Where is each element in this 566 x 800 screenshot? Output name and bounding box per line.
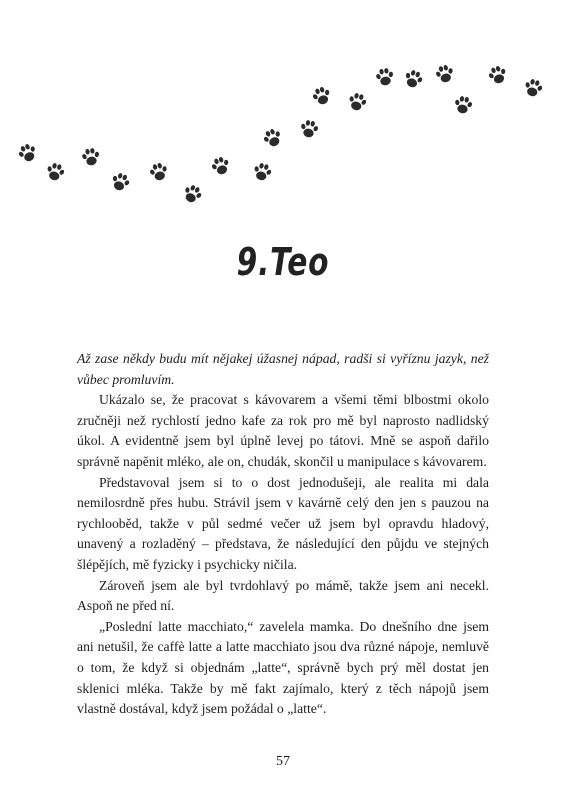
chapter-number: 9.	[236, 240, 271, 284]
paw-print-icon	[109, 171, 132, 193]
paragraph: Ukázalo se, že pracovat s kávovarem a všemi těmi blbostmi okolo zručněji než rychlostí jedno kafe za rok pro mě byl naprosto nadlidský úkol. A evidentně jsem byl úplně levej po tátovi. Mně se aspoň dařilo správně napěnit mléko, ale on, chudák, skončil u manipulace s kávovarem.	[77, 392, 489, 469]
paragraph: Představoval jsem si to o dost jednodušeji, ale realita mi dala nemilosrdně přes hubu. Strávil jsem v kavárně celý den jen s pauzou na rychlooběd, takže v půl sedmé večer už jsem byl opravdu hladový, unavený a rozladěný – představa, že následující den půjdu ve stejných šlépějích, mě fyzicky i psychicky ničila.	[77, 474, 489, 572]
chapter-title: Teo	[270, 240, 330, 284]
paw-print-icon	[310, 85, 333, 107]
paw-print-icon	[374, 67, 395, 87]
chapter-body	[77, 349, 489, 720]
paw-print-icon	[80, 147, 101, 167]
paw-print-trail	[0, 0, 566, 230]
chapter-heading	[62, 240, 503, 284]
paragraph: Zároveň jsem ale byl tvrdohlavý po mámě, takže jsem ani necekl. Aspoň ne před ní.	[77, 577, 489, 614]
paw-print-icon	[486, 64, 509, 86]
paw-print-icon	[44, 161, 66, 182]
page-number: 57	[276, 754, 290, 769]
paw-print-icon	[434, 63, 456, 84]
paw-print-icon	[181, 182, 205, 205]
paw-print-icon	[522, 77, 544, 98]
paw-print-icon	[346, 91, 368, 112]
opening-paragraph: Až zase někdy budu mít nějakej úžasnej nápad, radši si vyříznu jazyk, než vůbec promluvím.	[77, 351, 489, 387]
paw-print-icon	[299, 119, 320, 139]
paw-print-icon	[402, 68, 425, 90]
paragraph: „Poslední latte macchiato,“ zavelela mamka. Do dnešního dne jsem ani netušil, že caffè latte a latte macchiato jsou dva různé nápoje, nemluvě o tom, že když si objednám „latte“, správně bych prý měl dostat jen sklenici mléka. Takže by mě fakt zajímalo, který z těch nápojů jsem vlastně dostával, když jsem požádal o „latte“.	[77, 618, 489, 717]
paw-print-icon	[261, 126, 285, 149]
paw-print-icon	[209, 155, 232, 177]
paw-print-icon	[16, 141, 40, 164]
paw-print-icon	[251, 161, 273, 182]
paw-print-icon	[453, 95, 474, 115]
paw-print-icon	[148, 161, 170, 182]
